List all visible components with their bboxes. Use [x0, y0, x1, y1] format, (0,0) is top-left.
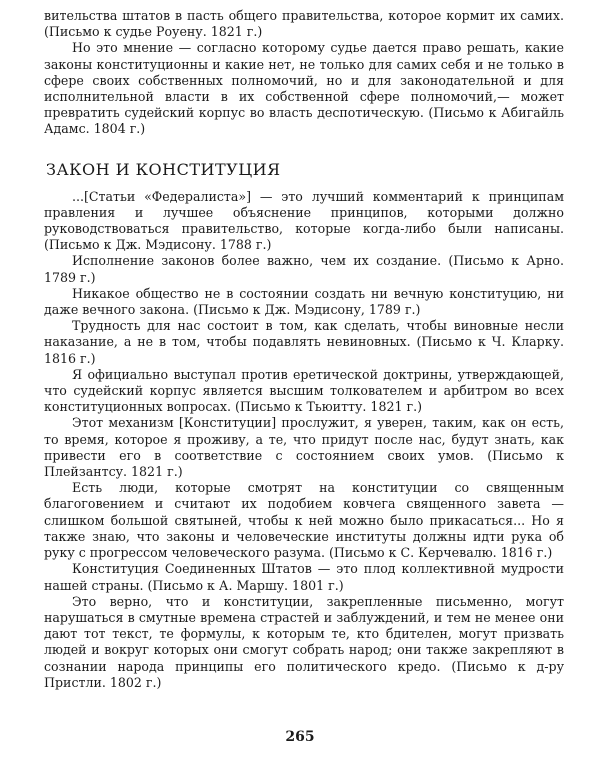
paragraph: Есть люди, которые смотрят на конституции со священным благоговением и считают их подобием ковчега священного завета — слишком большой святыней, чтобы к ней можно было прикасаться... Но я также знаю, что законы и человеческие институты должны идти рука об руку с прогрессом человеческого разума. (Письмо к С. Керчевалю. 1816 г.) [44, 480, 564, 561]
paragraph: Трудность для нас состоит в том, как сделать, чтобы виновные несли наказание, а не в том, чтобы подавлять невиновных. (Письмо к Ч. Кларку. 1816 г.) [44, 318, 564, 366]
paragraph: Исполнение законов более важно, чем их создание. (Письмо к Арно. 1789 г.) [44, 253, 564, 285]
paragraph: Этот механизм [Конституции] прослужит, я уверен, таким, как он есть, то время, которое я проживу, а те, что придут после нас, будут знать, как привести его в соответствие с состоянием своих умов. (Письмо к Плейзантсу. 1821 г.) [44, 415, 564, 480]
page-number: 265 [285, 729, 315, 745]
paragraph-continued: вительства штатов в пасть общего правительства, которое кормит их самих. (Письмо к судье Роуену. 1821 г.) [44, 8, 564, 40]
paragraph: Никакое общество не в состоянии создать ни вечную конституцию, ни даже вечного закона. (Письмо к Дж. Мэдисону, 1789 г.) [44, 285, 564, 318]
paragraph: Но это мнение — согласно которому судье дается право решать, какие законы конституционны и какие нет, не только для самих себя и не только в сфере своих собственных полномочий, но и для законодательной и для исполнительной власти в их собственной сфере полномочий,— может превратить судейский корпус во власть деспотическую. (Письмо к Абигайль Адамс. 1804 г.) [44, 40, 564, 137]
section-heading: ЗАКОН И КОНСТИТУЦИЯ [46, 159, 281, 179]
paragraph: ...[Статьи «Федералиста»] — это лучший комментарий к принципам правления и лучшее объяснение принципов, которыми должно руководствоваться правительство, которые когда-либо были написаны. (Письмо к Дж. Мэдисону. 1788 г.) [44, 188, 564, 253]
paragraph: Я официально выступал против еретической доктрины, утверждающей, что судейский корпус является высшим толкователем и арбитром во всех конституционных вопросах. (Письмо к Тьюитту. 1821 г.) [44, 366, 564, 415]
paragraph: Это верно, что и конституции, закрепленные письменно, могут нарушаться в смутные времена страстей и заблуждений, и тем не менее они дают тот текст, те формулы, к которым те, кто бдителен, могут призвать людей и вокруг которых они смогут собрать народ; они также закрепляют в сознании народа принципы его политического кредо. (Письмо к д-ру Пристли. 1802 г.) [44, 593, 564, 690]
paragraph: Конституция Соединенных Штатов — это плод коллективной мудрости нашей страны. (Письмо к А. Маршу. 1801 г.) [44, 561, 564, 593]
